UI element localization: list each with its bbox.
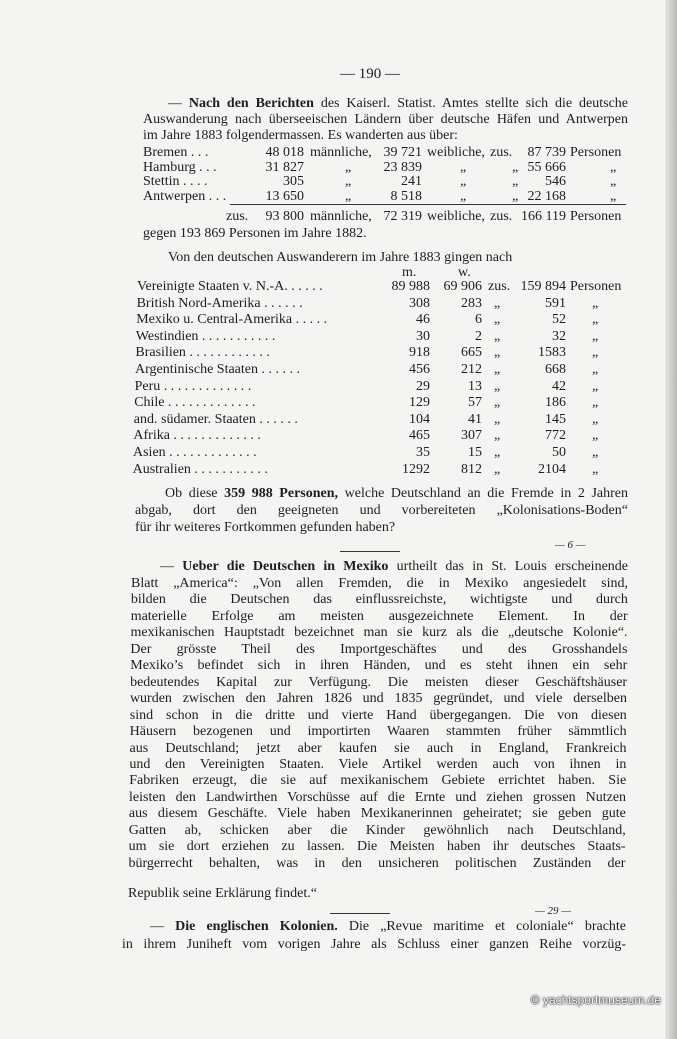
- zus-label: zus.: [488, 279, 511, 294]
- zus-label: „: [512, 174, 519, 189]
- section-divider: [340, 551, 400, 552]
- sum-rule: [230, 204, 626, 205]
- male-count: 89 988: [391, 279, 430, 294]
- male-count: 1292: [402, 461, 430, 477]
- female-count: 812: [461, 461, 482, 477]
- zus-label: zus.: [490, 145, 513, 160]
- grand-total: 166 119: [521, 209, 566, 224]
- unit-label: „: [610, 174, 617, 189]
- unit-label: „: [592, 461, 599, 477]
- destination-name: British Nord-Amerika . . . . . .: [136, 295, 303, 311]
- conclusion-first-line: [165, 486, 628, 502]
- male-count: 129: [409, 395, 430, 411]
- unit-label: „: [592, 445, 599, 460]
- total-count: 52: [552, 312, 566, 328]
- total-count: 87 739: [527, 145, 566, 160]
- zus-label: zus.: [226, 209, 249, 224]
- unit-label: „: [592, 345, 599, 361]
- total-count: 772: [545, 428, 566, 444]
- total-count: 32: [552, 328, 566, 344]
- female-label: weibliche,: [427, 145, 485, 160]
- text-line: in ihrem Juniheft vom vorigen Jahre als Schluss einer ganzen Reihe vorzüg-: [122, 937, 626, 952]
- scan-edge: [665, 0, 677, 1039]
- unit-label: „: [592, 312, 599, 328]
- text-line: und den Vereinigten Staaten. Viele Artikel werden auch von ihnen in: [129, 756, 627, 772]
- dash: —: [160, 559, 183, 574]
- male-label: männliche,: [310, 145, 372, 160]
- zus-label: „: [494, 295, 501, 311]
- male-total: 93 800: [265, 209, 304, 224]
- female-count: 13: [468, 378, 482, 394]
- mexico-first-line: [160, 559, 628, 575]
- male-count: 104: [409, 411, 430, 427]
- male-label: „: [345, 188, 352, 204]
- total-count: 159 894: [520, 279, 566, 294]
- page-number: — 190 —: [340, 66, 400, 82]
- text-line: Blatt „America“: „Von allen Fremden, die in Mexiko angesiedelt sind,: [131, 576, 628, 591]
- unit-label: „: [592, 411, 599, 427]
- male-count: 305: [283, 174, 304, 189]
- port-name: Antwerpen . . .: [143, 188, 227, 204]
- female-count: 69 906: [443, 279, 482, 294]
- port-name: Stettin . . . .: [143, 174, 208, 189]
- zus-label: „: [512, 159, 519, 175]
- unit-label: „: [610, 159, 617, 175]
- text-line: aus Deutschland; jetzt aber kaufen sie auch in England, Frankreich: [129, 740, 627, 756]
- total-count: 50: [552, 445, 566, 460]
- line-text: Ob diese: [165, 486, 225, 501]
- unit-label: „: [592, 395, 599, 411]
- total-count: 1583: [538, 345, 566, 361]
- line-text: Die „Revue maritime et coloniale“ brachte: [337, 919, 627, 934]
- text-line: im Jahre 1883 folgendermassen. Es wanderten aus über:: [143, 128, 458, 143]
- text-line: Häusern bezogenen und importirten Waaren stammten früher sämmtlich: [129, 724, 627, 740]
- column-header-m: m.: [402, 265, 417, 280]
- dash: —: [150, 919, 176, 934]
- destination-name: Australien . . . . . . . . . . .: [132, 461, 268, 477]
- text-line: Auswanderung nach überseeischen Ländern über deutsche Häfen und Antwerpen: [143, 112, 628, 127]
- female-count: 8 518: [390, 188, 422, 204]
- column-header-w: w.: [458, 265, 471, 280]
- section-divider: [330, 913, 390, 914]
- text-line: Der grösste Theil des Importgeschäftes und des Grosshandels: [130, 641, 628, 657]
- reference-mark: — 6 —: [555, 539, 586, 551]
- unit-label: „: [592, 362, 599, 377]
- female-count: 307: [461, 428, 482, 444]
- text-line: Gatten ab, schicken aber die Kinder gewöhnlich nach Deutschland,: [128, 822, 626, 838]
- destination-name: Mexiko u. Central-Amerika . . . . .: [136, 312, 328, 328]
- section1-first-line: [168, 96, 628, 112]
- destination-name: Chile . . . . . . . . . . . . .: [134, 395, 256, 411]
- unit-label: „: [610, 188, 617, 204]
- male-count: 35: [416, 445, 430, 460]
- unit-label: „: [592, 378, 599, 394]
- total-count: 55 666: [527, 159, 566, 175]
- total-count: 186: [545, 395, 566, 411]
- zus-label: „: [494, 312, 501, 328]
- zus-label: „: [494, 445, 501, 460]
- text-line: Fabriken erzeugt, die sie auf mexikanischem Gebiete errichtet haben. Sie: [129, 773, 627, 789]
- female-count: 241: [401, 174, 422, 189]
- text-line: aus diesem Geschäfte. Viele haben Mexikanerinnen geheiratet; sie geben gute: [128, 806, 626, 822]
- male-label: „: [345, 174, 352, 189]
- male-count: 13 650: [265, 188, 304, 204]
- text-line: bilden die Deutschen das einflussreichste, wichtigste und durch: [130, 592, 628, 608]
- zus-label: „: [512, 188, 519, 204]
- port-name: Hamburg . . .: [143, 159, 217, 175]
- zus-label: „: [494, 328, 501, 344]
- female-count: 212: [461, 362, 482, 377]
- text-line: materielle Erfolge am meisten ausgezeichnete Element. In der: [130, 608, 628, 624]
- zus-label: „: [494, 345, 501, 361]
- text-line: abgab, dort den geeigneten und vorbereiteten „Kolonisations-Boden“: [135, 503, 628, 518]
- port-name: Bremen . . .: [143, 145, 209, 160]
- female-label: „: [460, 174, 467, 189]
- male-count: 46: [416, 312, 430, 328]
- text-line: Republik seine Erklärung findet.“: [128, 886, 317, 901]
- male-label: „: [345, 159, 352, 175]
- male-label: männliche,: [310, 209, 372, 224]
- female-label: weibliche,: [427, 209, 485, 224]
- female-count: 283: [461, 295, 482, 311]
- destination-name: Peru . . . . . . . . . . . . .: [134, 378, 252, 394]
- section-lead: Ueber die Deutschen in Mexiko: [182, 559, 389, 574]
- colonies-first-line: [150, 919, 626, 935]
- destination-name: Afrika . . . . . . . . . . . . .: [133, 428, 261, 444]
- female-label: „: [460, 188, 467, 204]
- male-count: 308: [409, 295, 430, 311]
- line-text: welche Deutschland an die Fremde in 2 Jahren: [338, 486, 628, 501]
- reference-mark: — 29 —: [535, 905, 572, 917]
- zus-label: „: [494, 362, 501, 377]
- unit-label: „: [592, 428, 599, 444]
- destination-name: Westindien . . . . . . . . . . .: [135, 328, 276, 344]
- text-line: bürgerrecht behalten, was in den unsicheren politischen Zuständen der: [128, 855, 626, 871]
- female-count: 665: [461, 345, 482, 361]
- section-lead: Die englischen Kolonien.: [175, 919, 338, 934]
- female-count: 2: [475, 328, 482, 344]
- destination-name: Argentinische Staaten . . . . . .: [135, 362, 300, 377]
- unit-label: „: [592, 328, 599, 344]
- destination-name: Brasilien . . . . . . . . . . . .: [135, 345, 270, 361]
- text-line: für ihr weiteres Fortkommen gefunden haben?: [135, 520, 396, 535]
- dash: —: [168, 96, 189, 111]
- zus-label: „: [494, 411, 501, 427]
- male-count: 48 018: [265, 145, 304, 160]
- female-total: 72 319: [383, 209, 422, 224]
- unit-label: Personen: [570, 209, 622, 224]
- total-count: 145: [545, 411, 566, 427]
- male-count: 31 827: [265, 159, 304, 175]
- female-count: 15: [468, 445, 482, 460]
- unit-label: Personen: [570, 279, 622, 294]
- destination-name: and. südamer. Staaten . . . . . .: [133, 411, 298, 427]
- text-line: leisten den Landwirthen Vorschüsse auf die Ernte und ziehen grossen Nutzen: [129, 789, 627, 805]
- zus-label: „: [494, 461, 501, 477]
- male-count: 29: [416, 378, 430, 394]
- male-count: 918: [409, 345, 430, 361]
- zus-label: „: [494, 378, 501, 394]
- line-text: urtheilt das in St. Louis erscheinende: [388, 559, 628, 574]
- total-count: 546: [545, 174, 566, 189]
- male-count: 30: [416, 328, 430, 344]
- text-line: um sie dort erziehen zu lassen. Die Meisten haben ihr deutsches Staats-: [128, 839, 626, 855]
- total-count: 668: [545, 362, 566, 377]
- total-count: 2104: [538, 461, 566, 477]
- unit-label: „: [592, 295, 599, 311]
- total-count: 42: [552, 378, 566, 394]
- male-count: 465: [409, 428, 430, 444]
- destination-name: Asien . . . . . . . . . . . . .: [133, 445, 257, 460]
- text-line: Mexiko’s befindet sich in ihren Händen, und es steht ihnen ein sehr: [130, 658, 628, 674]
- bold-figure: 359 988 Personen,: [224, 486, 339, 501]
- text-line: sind schon in die dritte und vierte Hand übergegangen. Die von diesen: [129, 707, 627, 723]
- line-text: des Kaiserl. Statist. Amtes stellte sich die deutsche: [313, 96, 629, 111]
- female-count: 57: [468, 395, 482, 411]
- female-count: 39 721: [383, 145, 422, 160]
- text-line: gegen 193 869 Personen im Jahre 1882.: [143, 226, 367, 241]
- zus-label: „: [494, 395, 501, 411]
- text-line: Von den deutschen Auswanderern im Jahre 1883 gingen nach: [168, 250, 513, 265]
- destination-name: Vereinigte Staaten v. N.-A. . . . . .: [137, 279, 323, 294]
- female-count: 6: [475, 312, 482, 328]
- text-line: bedeutendes Kapital zur Verfügung. Die meisten dieser Geschäftshäuser: [130, 674, 628, 690]
- watermark: © yachtsportmuseum.de: [530, 993, 661, 1007]
- female-count: 23 839: [383, 159, 422, 175]
- female-label: „: [460, 159, 467, 175]
- text-line: mexikanischen Hauptstadt bezeichnet man sie kurz als die „deutsche Kolonie“.: [130, 625, 628, 641]
- section-lead: Nach den Berichten: [188, 96, 314, 111]
- total-count: 591: [545, 295, 566, 311]
- zus-label: zus.: [490, 209, 513, 224]
- zus-label: „: [494, 428, 501, 444]
- text-line: wurden zwischen den Jahren 1826 und 1835 gegründet, und viele derselben: [129, 691, 627, 707]
- female-count: 41: [468, 411, 482, 427]
- unit-label: Personen: [570, 145, 622, 160]
- total-count: 22 168: [527, 188, 566, 204]
- male-count: 456: [409, 362, 430, 377]
